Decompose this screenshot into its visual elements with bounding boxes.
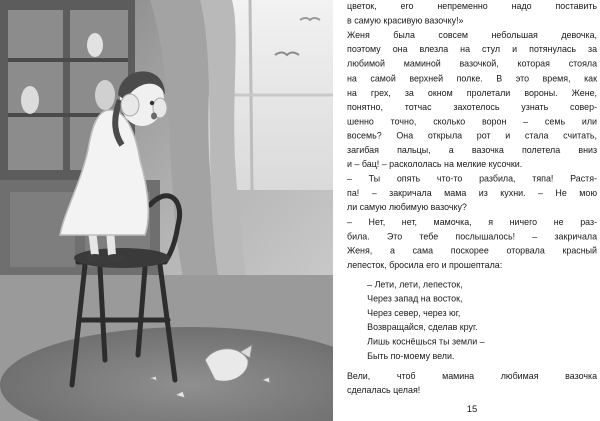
text-line: в самую красивую вазочку!»: [347, 16, 464, 27]
closing-line: Вели, чтоб мамина любимая вазочка: [347, 370, 598, 382]
poem-line: Через запад на восток,: [367, 294, 463, 305]
text-line: на самой верхней полке. В это время, как: [347, 73, 598, 84]
text-line: на грех, за окном пролетали вороны. Жене,: [347, 87, 598, 98]
text-line: па! – закричала мама из кухни. – Не мою: [347, 188, 598, 199]
text-line: Женя была совсем небольшая девочка,: [347, 30, 598, 41]
text-line: ли самую любимую вазочку?: [347, 202, 467, 213]
page-number: 15: [466, 404, 478, 415]
text-line: шенно точно, сколько ворон – семь или: [347, 116, 598, 127]
poem-line: Лишь коснёшься ты земли –: [367, 337, 485, 348]
text-line: – Нет, нет, мамочка, я ничего не раз-: [347, 217, 598, 228]
story-text: [347, 0, 598, 396]
text-line: и – бац! – раскололась на мелкие кусочки.: [347, 159, 523, 170]
poem-line: Быть по-моему вели.: [367, 351, 455, 362]
text-line: загибая пальцы, а вазочка полетела вниз: [347, 145, 598, 156]
text-line: понятно, тотчас захотелось узнать совер-: [347, 102, 598, 113]
text-line: цветок, его непременно надо поставить: [347, 1, 598, 12]
poem-line: Возвращайся, сделав круг.: [367, 322, 478, 333]
text-line: поэтому она влезла на стул и потянулась за: [347, 44, 598, 55]
text-line: – Ты опять что-то разбила, тяпа! Растя-: [347, 174, 598, 185]
poem-line: – Лети, лети, лепесток,: [367, 279, 463, 290]
text-line: лепесток, бросила его и прошептала:: [347, 260, 503, 271]
text-line: Женя, а сама поскорее оторвала красный: [347, 245, 598, 256]
text-line: била. Это тебе послышалось! – закричала: [347, 231, 598, 242]
text-line: восемь? Она открыла рот и стала считать,: [347, 130, 598, 142]
poem-line: Через север, через юг,: [367, 308, 461, 319]
closing-line: сделалась целая!: [347, 385, 421, 396]
text-line: любимой маминой вазочкой, которая стояла: [347, 59, 598, 70]
